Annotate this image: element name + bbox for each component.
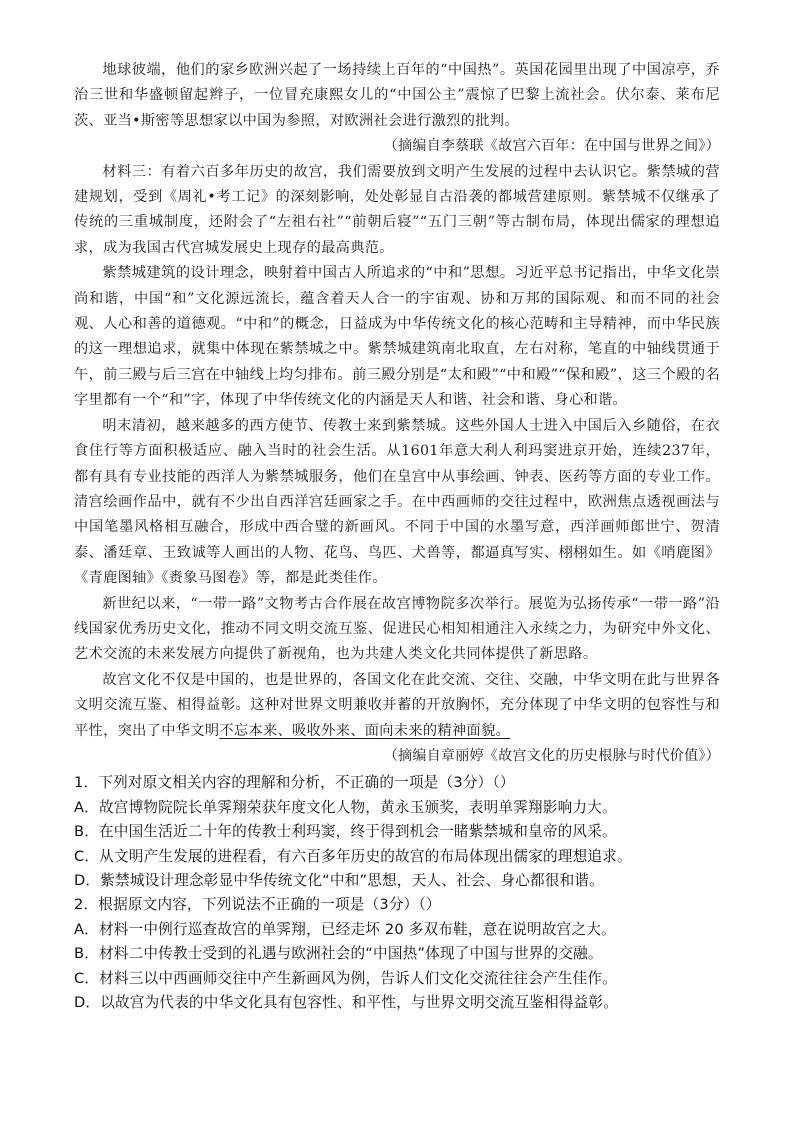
- answer-option-d[interactable]: D．紫禁城设计理念彰显中华传统文化“中和”思想，天人、社会、身心都很和谐。: [74, 872, 604, 889]
- passage-paragraph: 紫禁城建筑的设计理念，映射着中国古人所追求的“中和”思想。习近平总书记指出，中华文化崇尚和谐，中国“和”文化源远流长，蕴含着天人合一的宇宙观、协和万邦的国际观、和而不同的社会观、人心和善的道德观。“中和”的概念，日益成为中华传统文化的核心范畴和主导精神，而中华民族的这一理想追求，就集中体现在紫禁城之中。紫禁城建筑南北取直，左右对称，笔直的中轴线贯通于午，前三殿与后三宫在中轴线上均匀排布。前三殿分别是“太和殿”“中和殿”“保和殿”，这三个殿的名字里都有一个“和”字，体现了中华传统文化的内涵是天人和谐、社会和谐、身心和谐。: [74, 265, 720, 409]
- answer-option-a[interactable]: A．故宫博物院院长单霁翔荣获年度文化人物，黄永玉颁奖，表明单霁翔影响力大。: [74, 798, 617, 816]
- answer-option-a[interactable]: A．材料一中例行巡查故宫的单霁翔，已经走坏 20 多双布鞋，意在说明故宫之大。: [74, 920, 616, 938]
- passage-paragraph: 地球彼端，他们的家乡欧洲兴起了一场持续上百年的“中国热”。英国花园里出现了中国凉亭，乔治三世和华盛顿留起辫子，一位冒充康熙女儿的“中国公主”震惊了巴黎上流社会。伏尔泰、莱布尼茨、亚当•斯密等思想家以中国为参照，对欧洲社会进行激烈的批判。: [74, 62, 720, 129]
- exam-page: [74, 58, 720, 1015]
- question-stem: 1．下列对原文相关内容的理解和分析，不正确的一项是（3分）（）: [74, 774, 515, 792]
- answer-option-b[interactable]: B．在中国生活近二十年的传教士利玛窦，终于得到机会一睹紫禁城和皇帝的风采。: [74, 823, 617, 841]
- questions-section: [74, 771, 720, 1015]
- answer-option-c[interactable]: C．从文明产生发展的进程看，有六百多年历史的故宫的布局体现出儒家的理想追求。: [74, 847, 632, 865]
- question-1: [74, 771, 720, 893]
- paragraph-text: 故宫文化不仅是中国的，也是世界的，各国文化在此交流、交往、交融，中华文明在此与世界各文明交流互鉴、相得益彰。这种对世界文明兼收并蓄的开放胸怀，充分体现了中华文明的包容性与和平性，突出了中华文明: [74, 671, 720, 739]
- passage-paragraph: [74, 668, 720, 744]
- question-stem: 2．根据原文内容，下列说法不正确的一项是（3分）（）: [74, 896, 441, 914]
- underlined-phrase: 不忘本来、吸收外来、面向未来的精神面貌。: [219, 722, 511, 739]
- source-citation: （摘编自李蔡联《故宫六百年：在中国与世界之间》）: [383, 138, 720, 155]
- question-2: [74, 893, 720, 1015]
- reading-passage: [74, 58, 720, 769]
- answer-option-d[interactable]: D．以故宫为代表的中华文化具有包容性、和平性，与世界文明交流互鉴相得益彰。: [74, 994, 619, 1012]
- answer-option-b[interactable]: B．材料二中传教士受到的礼遇与欧洲社会的“中国热”体现了中国与世界的交融。: [74, 945, 603, 963]
- source-citation: （摘编自章丽婷《故宫文化的历史根脉与时代价值》）: [383, 747, 720, 764]
- passage-paragraph: 明末清初，越来越多的西方使节、传教士来到紫禁城。这些外国人士进入中国后入乡随俗，在衣食住行等方面积极适应、融入当时的社会生活。从1601年意大利人利玛窦进京开始，连续237年，都有具有专业技能的西洋人为紫禁城服务，他们在皇宫中从事绘画、钟表、医药等方面的专业工作。清宫绘画作品中，就有不少出自西洋宫廷画家之手。在中西画师的交往过程中，欧洲焦点透视画法与中国笔墨风格相互融合，形成中西合璧的新画风。不同于中国的水墨写意，西洋画师郎世宁、贺清泰、潘廷章、王致诚等人画出的人物、花鸟、鸟匹、犬兽等，都逼真写实、栩栩如生。如《哨鹿图》《青鹿图轴》《赉象马图卷》等，都是此类佳作。: [74, 417, 720, 587]
- passage-paragraph: 材料三：有着六百多年历史的故宫，我们需要放到文明产生发展的过程中去认识它。紫禁城的营建规划，受到《周礼•考工记》的深刻影响，处处彰显自古沿袭的都城营建原则。紫禁城不仅继承了传统的三重城制度，还附会了“左祖右社”“前朝后寝”“五门三朝”等古制布局，体现出儒家的理想追求，成为我国古代宫城发展史上现存的最高典范。: [74, 163, 720, 256]
- passage-paragraph: 新世纪以来，“一带一路”文物考古合作展在故宫博物院多次举行。展览为弘扬传承“一带一路”沿线国家优秀历史文化，推动不同文明交流互鉴、促进民心相知相通注入永续之力，为研究中外文化、艺术交流的未来发展方向提供了新视角，也为共建人类文化共同体提供了新思路。: [74, 595, 720, 663]
- answer-option-c[interactable]: C．材料三以中西画师交往中产生新画风为例，告诉人们文化交流往往会产生佳作。: [74, 969, 617, 987]
